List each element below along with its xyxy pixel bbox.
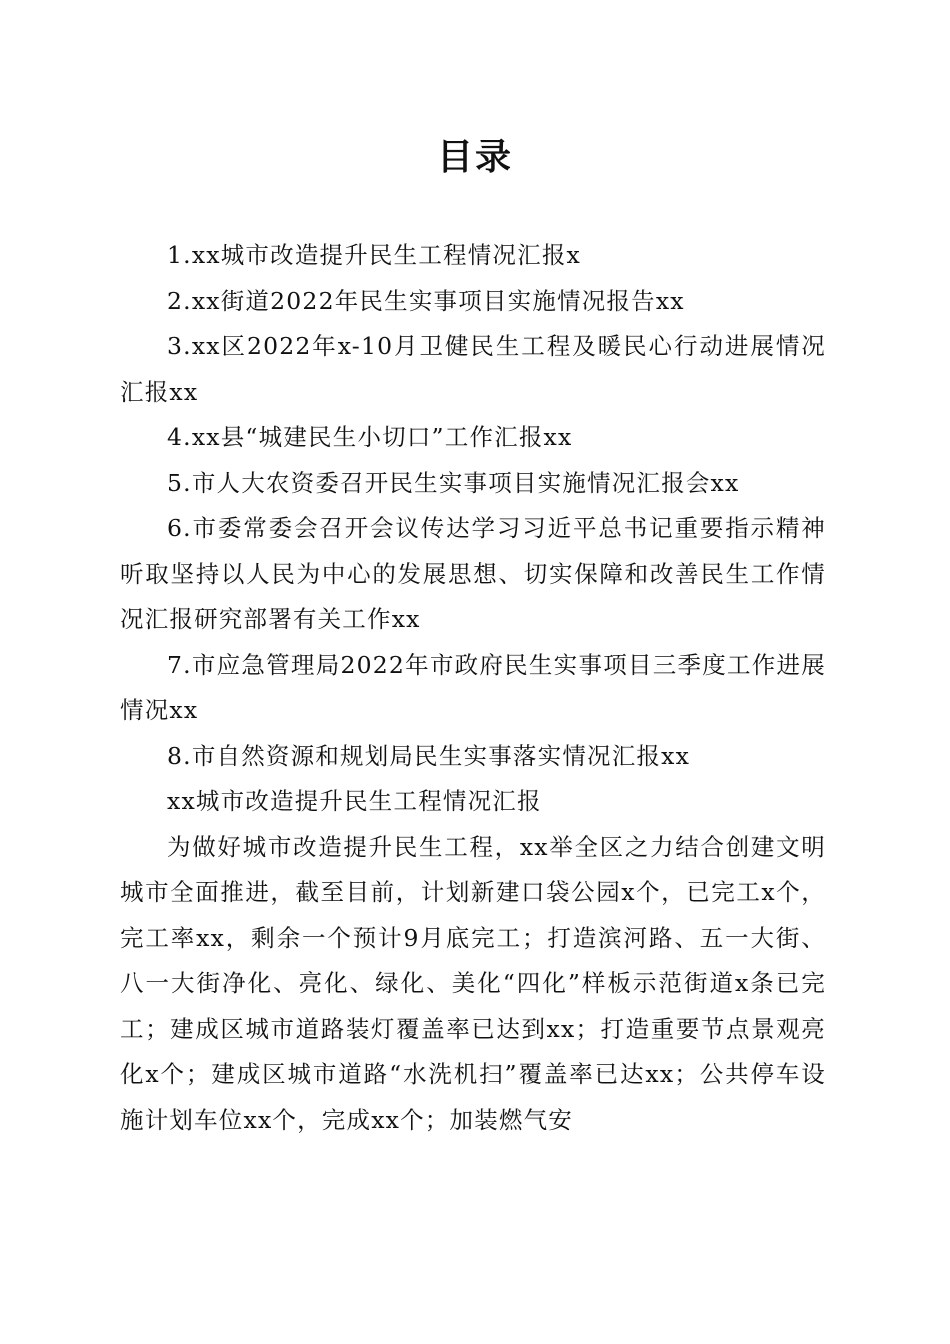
body-paragraph: 为做好城市改造提升民生工程，xx举全区之力结合创建文明城市全面推进，截至目前，计划新建口袋公园x个，已完工x个，完工率xx，剩余一个预计9月底完工；打造滨河路、五一大街、八一大街净化、亮化、绿化、美化“四化”样板示范街道x条已完工；建成区城市道路装灯覆盖率已达到xx；打造重要节点景观亮化x个；建成区城市道路“水洗机扫”覆盖率已达xx；公共停车设施计划车位xx个，完成xx个；加装燃气安: [120, 832, 826, 1134]
toc-item-6: 6.市委常委会召开会议传达学习习近平总书记重要指示精神听取坚持以人民为中心的发展思想、切实保障和改善民生工作情况汇报研究部署有关工作xx: [120, 514, 826, 633]
section-heading: xx城市改造提升民生工程情况汇报: [167, 787, 542, 815]
document-body: [120, 233, 826, 1143]
toc-item-7: 7.市应急管理局2022年市政府民生实事项目三季度工作进展情况xx: [120, 650, 826, 724]
toc-item-1: 1.xx城市改造提升民生工程情况汇报x: [167, 241, 581, 269]
toc-item-5: 5.市人大农资委召开民生实事项目实施情况汇报会xx: [167, 468, 740, 497]
toc-item-2: 2.xx街道2022年民生实事项目实施情况报告xx: [167, 286, 685, 315]
toc-item-8: 8.市自然资源和规划局民生实事落实情况汇报xx: [167, 741, 691, 770]
toc-item-3: 3.xx区2022年x-10月卫健民生工程及暖民心行动进展情况汇报xx: [120, 332, 826, 406]
table-of-contents: [120, 233, 826, 779]
page-title: 目录: [436, 137, 513, 178]
toc-item-4: 4.xx县“城建民生小切口”工作汇报xx: [167, 423, 573, 451]
